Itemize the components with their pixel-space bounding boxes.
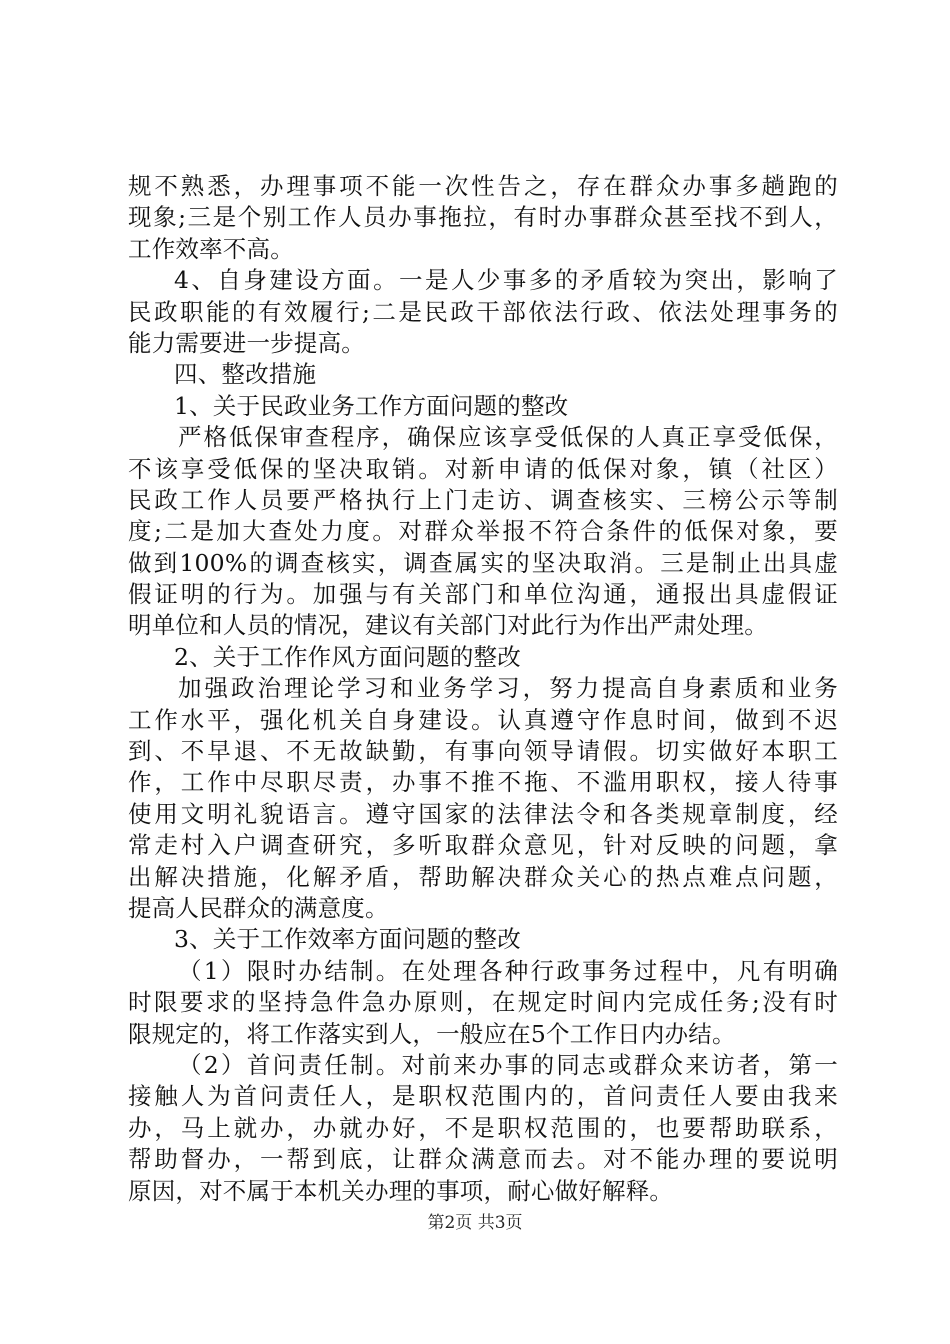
- text-line: 度;二是加大查处力度。对群众举报不符合条件的低保对象，要: [128, 517, 838, 546]
- text-line: 常走村入户调查研究，多听取群众意见，针对反映的问题，拿: [128, 831, 838, 860]
- text-line: 能力需要进一步提高。: [128, 328, 365, 357]
- text-line: （1）限时办结制。在处理各种行政事务过程中，凡有明确: [178, 956, 838, 985]
- text-line: 假证明的行为。加强与有关部门和单位沟通，通报出具虚假证: [128, 580, 838, 609]
- text-line: 接触人为首问责任人，是职权范围内的，首问责任人要由我来: [128, 1082, 838, 1111]
- text-line: 现象;三是个别工作人员办事拖拉，有时办事群众甚至找不到人，: [128, 203, 838, 232]
- page-footer: 第2页 共3页: [427, 1213, 523, 1233]
- text-line: 严格低保审查程序，确保应该享受低保的人真正享受低保，: [178, 423, 838, 452]
- text-line: 民政工作人员要严格执行上门走访、调查核实、三榜公示等制: [128, 485, 838, 514]
- subsection-heading: 2、关于工作作风方面问题的整改: [174, 642, 521, 671]
- subsection-heading: 1、关于民政业务工作方面问题的整改: [174, 391, 569, 420]
- document-body: [128, 171, 838, 1207]
- text-line: 不该享受低保的坚决取销。对新申请的低保对象，镇（社区）: [128, 454, 838, 483]
- text-line: 办，马上就办，办就办好，不是职权范围的，也要帮助联系，: [128, 1113, 838, 1142]
- text-line: 作，工作中尽职尽责，办事不推不拖、不滥用职权，接人待事: [128, 768, 838, 797]
- text-line: 做到100%的调查核实，调查属实的坚决取消。三是制止出具虚: [128, 548, 838, 577]
- text-line: （2）首问责任制。对前来办事的同志或群众来访者，第一: [178, 1050, 838, 1079]
- text-line: 民政职能的有效履行;二是民政干部依法行政、依法处理事务的: [128, 297, 838, 326]
- section-heading: 四、整改措施: [174, 360, 317, 389]
- text-line: 出解决措施，化解矛盾，帮助解决群众关心的热点难点问题，: [128, 862, 838, 891]
- text-line: 加强政治理论学习和业务学习，努力提高自身素质和业务: [178, 674, 838, 703]
- text-line: 到、不早退、不无故缺勤，有事向领导请假。切实做好本职工: [128, 737, 838, 766]
- text-line: 4、自身建设方面。一是人少事多的矛盾较为突出，影响了: [174, 266, 838, 295]
- text-line: 工作水平，强化机关自身建设。认真遵守作息时间，做到不迟: [128, 705, 838, 734]
- subsection-heading: 3、关于工作效率方面问题的整改: [174, 925, 521, 954]
- text-line: 提高人民群众的满意度。: [128, 893, 389, 922]
- text-line: 帮助督办，一帮到底，让群众满意而去。对不能办理的要说明: [128, 1145, 838, 1174]
- text-line: 原因，对不属于本机关办理的事项，耐心做好解释。: [128, 1176, 674, 1205]
- text-line: 使用文明礼貌语言。遵守国家的法律法令和各类规章制度，经: [128, 799, 838, 828]
- text-line: 明单位和人员的情况，建议有关部门对此行为作出严肃处理。: [128, 611, 768, 640]
- text-line: 工作效率不高。: [128, 234, 294, 263]
- text-line: 规不熟悉，办理事项不能一次性告之，存在群众办事多趟跑的: [128, 172, 838, 200]
- text-line: 时限要求的坚持急件急办原则，在规定时间内完成任务;没有时: [128, 988, 838, 1017]
- text-line: 限规定的，将工作落实到人，一般应在5个工作日内办结。: [128, 1019, 736, 1048]
